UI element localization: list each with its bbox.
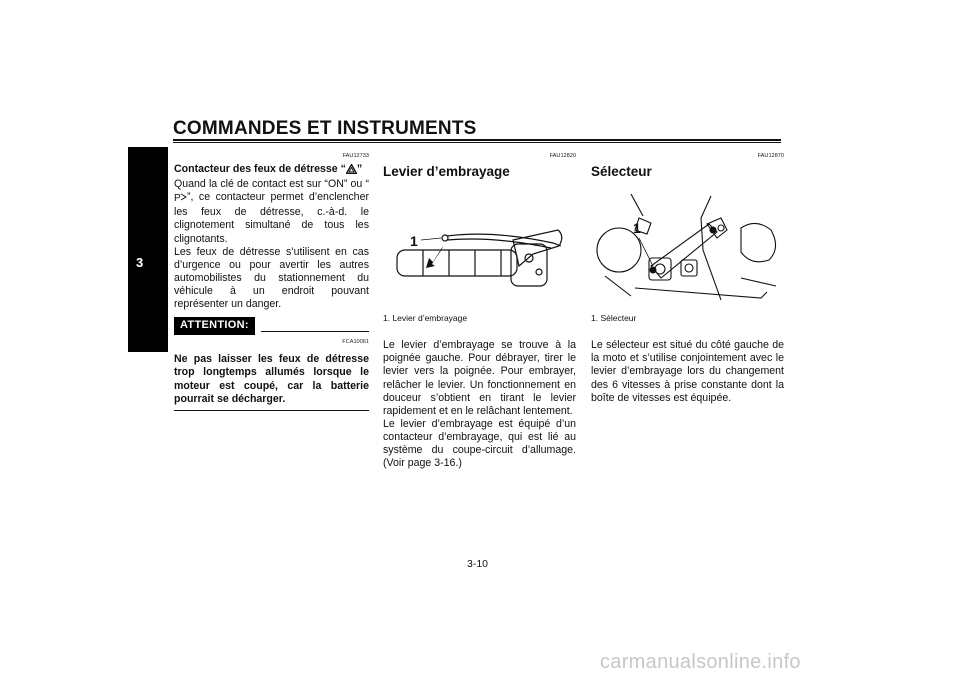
svg-text:P: P <box>174 193 181 203</box>
chapter-tab <box>128 147 168 352</box>
hazard-triangle-icon <box>346 164 357 178</box>
column-shift-pedal <box>591 150 784 405</box>
section-heading: Contacteur des feux de détresse “ ” <box>174 163 369 178</box>
section-code: FAU12733 <box>342 153 369 159</box>
hazard-paragraph-2: Les feux de détresse s’utilisent en cas d’urgence ou pour avertir les autres automobilistes du stationnement du véhicule à un endroit pouvant représenter un danger. <box>174 245 369 311</box>
column-hazard-switch <box>174 150 369 411</box>
shift-paragraph-1: Le sélecteur est situé du côté gauche de la moto et s’utilise conjointement avec le levier d’embrayage lors du changement des 6 vitesses à prise constante dont la boîte de vitesses est équipée. <box>591 339 784 404</box>
hazard-paragraph-1: Quand la clé de contact est sur “ON” ou “ P ”, ce contacteur permet d’enclencher les feux de détresse, c.-à-d. le clignotement simultané de tous les clignotants. <box>174 178 369 245</box>
header-rule-thin <box>173 142 781 143</box>
attention-end-rule <box>174 410 369 411</box>
attention-header <box>174 317 369 335</box>
attention-code: FCA10061 <box>342 339 369 346</box>
callout-number: 1 <box>410 233 418 250</box>
figure-caption: 1. Sélecteur <box>591 313 637 324</box>
callout-number: 1 <box>633 220 641 237</box>
parking-key-icon <box>174 192 187 206</box>
attention-text: Ne pas laisser les feux de détresse trop longtemps allumés lorsque le moteur est coupé, car la batterie pourrait se décharger. <box>174 353 369 405</box>
attention-label: ATTENTION: <box>174 317 255 335</box>
figure-caption: 1. Levier d’embrayage <box>383 313 468 324</box>
column-clutch-lever <box>383 150 576 470</box>
section-code: FAU12870 <box>757 153 784 159</box>
shift-pedal-illustration <box>591 188 784 308</box>
clutch-lever-illustration <box>383 188 576 308</box>
section-heading: Levier d’embrayage <box>383 164 510 180</box>
page-title: COMMANDES ET INSTRUMENTS <box>173 118 477 139</box>
chapter-tab-number: 3 <box>136 255 144 270</box>
clutch-paragraph-2: Le levier d’embrayage est équipé d’un contacteur d’embrayage, qui est lié au système du coupe-circuit d’allumage. (Voir page 3-16.) <box>383 417 576 470</box>
section-code: FAU12820 <box>549 153 576 159</box>
watermark: carmanualsonline.info <box>600 651 801 673</box>
page-number: 3-10 <box>467 558 489 570</box>
section-heading: Sélecteur <box>591 164 652 180</box>
clutch-paragraph-1: Le levier d’embrayage se trouve à la poignée gauche. Pour débrayer, tirer le levier vers la poignée. Pour embrayer, relâcher le levier. Un fonctionnement en douceur s’obtient en tirant le levier rapidement et en le relâchant lentement. <box>383 339 576 417</box>
header-rule <box>173 139 781 141</box>
